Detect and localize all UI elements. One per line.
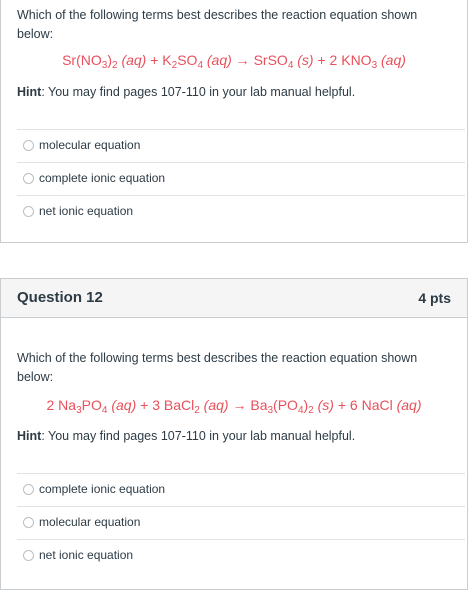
question-12-answers [17, 473, 465, 572]
radio-button[interactable] [23, 206, 34, 217]
question-11-equation: $Sr(NO_3)_2$ $(aq) + K_2SO_4$ (aq) → SrSO$_4$ (s) + 2 $KNO_3$ (aq) [62, 52, 406, 71]
radio-button[interactable] [23, 484, 34, 495]
answer-label: complete ionic equation [39, 171, 166, 185]
answer-label: complete ionic equation [39, 482, 166, 496]
radio-button[interactable] [23, 173, 34, 184]
question-11-text: Which of the following terms best describes the reaction equation shown below: [17, 8, 418, 41]
answer-option[interactable] [17, 506, 465, 539]
radio-button[interactable] [23, 550, 34, 561]
radio-button[interactable] [23, 140, 34, 151]
question-12-card [0, 278, 468, 590]
answer-option[interactable] [17, 195, 465, 228]
answer-label: net ionic equation [39, 204, 134, 218]
answer-option[interactable] [17, 473, 465, 506]
answer-label: molecular equation [39, 515, 141, 529]
answer-option[interactable] [17, 539, 465, 572]
answer-label: molecular equation [39, 138, 141, 152]
question-12-text: Which of the following terms best describes the reaction equation shown below: [17, 351, 418, 384]
question-12-header [1, 279, 467, 318]
question-11-card [0, 0, 468, 243]
answer-label: net ionic equation [39, 548, 134, 562]
question-11-hint: Hint: You may find pages 107-110 in your lab manual helpful. [17, 85, 356, 99]
question-12-hint: Hint: You may find pages 107-110 in your lab manual helpful. [17, 429, 356, 443]
answer-option[interactable] [17, 162, 465, 195]
question-title: Question 12 [17, 289, 103, 306]
question-11-answers [17, 129, 465, 228]
question-points: 4 pts [418, 290, 451, 306]
answer-option[interactable] [17, 129, 465, 162]
radio-button[interactable] [23, 517, 34, 528]
question-12-equation: 2 $Na_3PO_4$ (aq) + 3 BaCl$_2$ $(aq) \to Ba_3(PO_4)_2$ (s) + 6 NaCl (aq) [46, 397, 422, 416]
